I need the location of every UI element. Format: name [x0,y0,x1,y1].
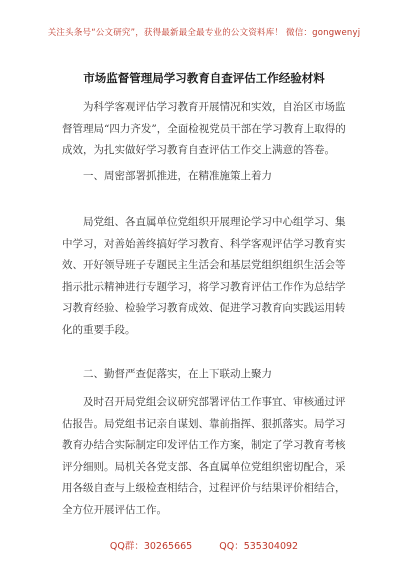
header-note: 关注头条号“公文研究”，获得最新最全最专业的公文资料库！ 微信：gongwenyj [47,28,361,38]
section2-heading: 二、勤督严查促落实，在上下联动上聚力 [83,368,272,380]
qq-number: QQ：535304092 [219,541,299,552]
qq-group-number: QQ群：30265665 [109,541,193,552]
section2-paragraph: 及时召开局党组会议研究部署评估工作事宜、审核通过评估报告。局党组书记亲自谋划、靠前指挥、狠抓落实。局学习教育办结合实际制定印发评估工作方案，制定了学习教育考核评分细则。局机关各党支部、各直属单位党组织密切配合，采用各级自查与上级检查相结合，过程评价与结果评价相结合，全方位开展评估工作。 [62,396,346,516]
intro-paragraph: 为科学客观评估学习教育开展情况和实效，自治区市场监督管理局“四力齐发”，全面检视党员干部在学习教育上取得的成效，为扎实做好学习教育自查评估工作交上满意的答卷。 [62,101,346,156]
document-title: 市场监督管理局学习教育自查评估工作经验材料 [83,71,325,85]
footer-contacts [0,538,408,552]
section1-heading: 一、周密部署抓推进，在精准施策上着力 [83,170,272,182]
section1-paragraph: 局党组、各直属单位党组织开展理论学习中心组学习、集中学习，对善始善终搞好学习教育、科学客观评估学习教育实效、开好领导班子专题民主生活会和基层党组织组织生活会等指示批示精神进行专题学习，将学习教育评估工作作为总结学习教育经验、检验学习教育成效、促进学习教育向实践运用转化的重要手段。 [62,216,346,336]
